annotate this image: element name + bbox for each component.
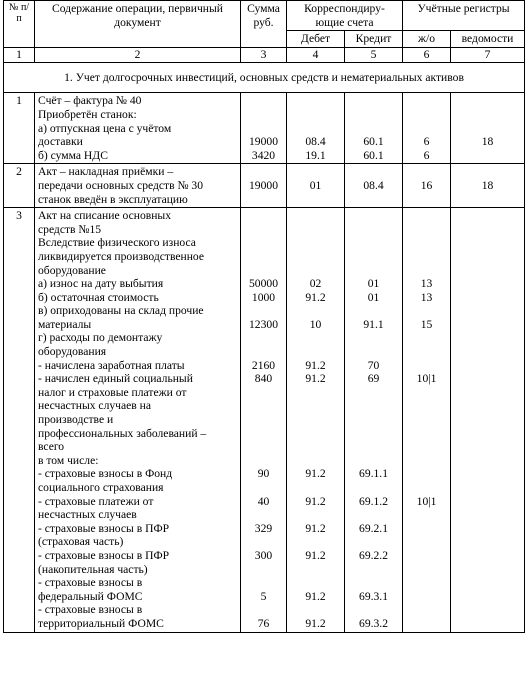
amount-cell-line <box>244 440 283 454</box>
operation-content-line: (страховая часть) <box>38 535 124 549</box>
operation-content-line: Приобретён станок: <box>38 107 137 121</box>
operation-content-line: - страховые взносы в <box>38 603 143 617</box>
operation-content-line: несчастных случаев на <box>38 399 152 413</box>
statement-cell-line <box>454 264 521 278</box>
credit-cell-line <box>348 345 399 359</box>
credit-cell-line: 69.2.2 <box>359 548 388 562</box>
operation-content-line: а) отпускная цена с учётом <box>38 121 172 135</box>
amount-cell-line <box>244 236 283 250</box>
statement-cell-line <box>454 304 521 318</box>
debit-cell-line <box>290 209 341 223</box>
column-number: 7 <box>451 47 525 62</box>
amount-cell-line <box>244 304 283 318</box>
journal-order-cell-line <box>406 193 447 207</box>
amount-cell-line <box>244 576 283 590</box>
amount-cell-line <box>244 331 283 345</box>
credit-cell-line <box>348 576 399 590</box>
statement-cell-line <box>454 209 521 223</box>
journal-order-cell-line <box>406 108 447 122</box>
journal-order-cell-line <box>406 209 447 223</box>
debit-cell-line <box>290 250 341 264</box>
credit-cell <box>345 93 403 164</box>
operation-content-line: - страховые взносы в ПФР <box>38 521 170 535</box>
journal-order-cell-line: 16 <box>420 178 433 192</box>
amount-cell-line: 840 <box>254 372 273 386</box>
statement-cell-line <box>454 359 521 373</box>
statement-cell <box>451 93 525 164</box>
debit-cell-line <box>290 440 341 454</box>
journal-order-cell-line <box>406 331 447 345</box>
statement-cell-line <box>454 399 521 413</box>
accounting-journal-table <box>3 0 525 633</box>
debit-cell <box>287 93 345 164</box>
debit-cell-line <box>290 94 341 108</box>
amount-cell-line <box>244 427 283 441</box>
credit-cell-line <box>348 454 399 468</box>
operation-content <box>35 208 241 632</box>
credit-cell-line <box>348 427 399 441</box>
amount-cell-line <box>244 122 283 136</box>
operation-content-line: социального страхования <box>38 481 164 494</box>
credit-cell-line: 60.1 <box>363 135 384 149</box>
operation-content-line: территориальный ФОМС <box>38 616 164 630</box>
journal-order-cell-line <box>406 264 447 278</box>
debit-cell-line: 91.2 <box>305 616 326 630</box>
statement-cell-line <box>454 495 521 509</box>
amount-cell-line: 40 <box>257 494 270 508</box>
journal-order-cell-line: 10|1 <box>416 372 437 386</box>
credit-cell-line <box>348 440 399 454</box>
operation-content-line: - страховые взносы в <box>38 576 143 590</box>
table-row <box>4 164 525 208</box>
debit-cell-line: 08.4 <box>305 135 326 149</box>
amount-cell-line <box>244 94 283 108</box>
credit-cell <box>345 164 403 208</box>
statement-cell-line <box>454 108 521 122</box>
operation-content-line: - начислена заработная платы <box>38 358 185 372</box>
journal-order-cell-line <box>406 359 447 373</box>
credit-cell-line: 01 <box>367 290 380 304</box>
amount-cell-line: 2160 <box>251 358 276 372</box>
amount-cell-line <box>244 264 283 278</box>
statement-cell-line <box>454 331 521 345</box>
journal-order-cell-line <box>406 590 447 604</box>
operation-content-line: средств №15 <box>38 222 102 236</box>
column-number: 2 <box>35 47 241 62</box>
journal-order-cell-line <box>406 481 447 495</box>
debit-cell-line <box>290 427 341 441</box>
journal-order-cell-line <box>406 304 447 318</box>
amount-cell-line <box>244 508 283 522</box>
statement-cell-line <box>454 467 521 481</box>
operation-content <box>35 93 241 164</box>
debit-cell-line: 02 <box>309 277 322 291</box>
journal-order-cell-line <box>406 413 447 427</box>
amount-cell <box>241 208 287 632</box>
credit-cell-line <box>348 264 399 278</box>
header-sum: Сумма руб. <box>241 1 287 48</box>
credit-cell-line: 69.1.2 <box>359 494 388 508</box>
statement-cell-line <box>454 563 521 577</box>
amount-cell-line <box>244 345 283 359</box>
amount-cell-line: 300 <box>254 548 273 562</box>
journal-order-cell-line <box>406 617 447 631</box>
amount-cell-line <box>244 165 283 179</box>
operation-content-line: Акт на списание основных <box>38 209 172 223</box>
credit-cell-line: 69.3.2 <box>359 616 388 630</box>
journal-order-cell-line <box>406 122 447 136</box>
amount-cell-line: 12300 <box>249 317 278 331</box>
amount-cell-line: 76 <box>257 616 270 630</box>
operation-content-line: передачи основных средств № 30 <box>38 178 204 192</box>
header-debit: Дебет <box>287 31 345 48</box>
table-header <box>4 1 525 48</box>
amount-cell-line <box>244 386 283 400</box>
amount-cell-line <box>244 399 283 413</box>
journal-order-cell-line: 13 <box>420 290 433 304</box>
credit-cell-line: 69.1.1 <box>359 467 388 481</box>
journal-order-cell-line <box>406 345 447 359</box>
statement-cell-line <box>454 603 521 617</box>
credit-cell-line <box>348 304 399 318</box>
column-number: 4 <box>287 47 345 62</box>
statement-cell-line <box>454 535 521 549</box>
amount-cell-line: 3420 <box>251 148 276 162</box>
journal-order-cell-line <box>406 535 447 549</box>
amount-cell-line <box>244 193 283 207</box>
amount-cell-line <box>244 535 283 549</box>
credit-cell-line: 69 <box>367 372 380 386</box>
debit-cell <box>287 208 345 632</box>
credit-cell-line <box>348 563 399 577</box>
journal-order-cell <box>403 93 451 164</box>
column-number: 5 <box>345 47 403 62</box>
table-row <box>4 208 525 632</box>
statement-cell-line <box>454 386 521 400</box>
journal-order-cell-line: 10|1 <box>416 494 437 508</box>
debit-cell-line: 91.2 <box>305 467 326 481</box>
statement-cell-line <box>454 318 521 332</box>
debit-cell-line: 19.1 <box>305 148 326 162</box>
operation-content-line: всего <box>38 440 65 454</box>
amount-cell-line: 5 <box>260 589 267 603</box>
credit-cell-line: 08.4 <box>363 178 384 192</box>
debit-cell-line: 91.2 <box>305 589 326 603</box>
operation-content-line: несчастных случаев <box>38 508 137 522</box>
journal-order-cell <box>403 164 451 208</box>
header-num: № п/п <box>4 1 35 48</box>
header-corr-accounts: Корреспондиру-ющие счета <box>287 1 403 31</box>
journal-order-cell-line <box>406 223 447 237</box>
credit-cell-line <box>348 108 399 122</box>
statement-cell-line <box>454 522 521 536</box>
column-number: 1 <box>4 47 35 62</box>
credit-cell-line <box>348 193 399 207</box>
column-numbering-row <box>4 47 525 62</box>
header-jo: ж/о <box>403 31 451 48</box>
statement-cell-line <box>454 576 521 590</box>
credit-cell-line <box>348 508 399 522</box>
amount-cell <box>241 93 287 164</box>
operation-content-line: в) оприходованы на склад прочие <box>38 304 204 318</box>
credit-cell-line <box>348 94 399 108</box>
operation-content-line: Акт – накладная приёмки – <box>38 165 174 179</box>
statement-cell-line <box>454 508 521 522</box>
section-title: 1. Учет долгосрочных инвестиций, основных средств и нематериальных активов <box>4 62 525 93</box>
operation-content-line: - начислен единый социальный <box>38 372 193 386</box>
credit-cell-line: 60.1 <box>363 148 384 162</box>
statement-cell-line <box>454 440 521 454</box>
operation-content-line: федеральный ФОМС <box>38 589 143 603</box>
operation-content-line: оборудования <box>38 345 107 359</box>
statement-cell-line <box>454 193 521 207</box>
debit-cell-line: 10 <box>309 317 322 331</box>
journal-order-cell-line <box>406 563 447 577</box>
debit-cell-line <box>290 304 341 318</box>
column-number: 6 <box>403 47 451 62</box>
row-number: 2 <box>4 164 35 208</box>
debit-cell-line <box>290 193 341 207</box>
amount-cell-line <box>244 108 283 122</box>
journal-order-cell-line: 15 <box>420 317 433 331</box>
credit-cell-line: 69.3.1 <box>359 589 388 603</box>
debit-cell-line <box>290 122 341 136</box>
credit-cell-line <box>348 236 399 250</box>
operation-content-line: ликвидируется производственное <box>38 249 205 263</box>
statement-cell-line: 18 <box>481 178 494 192</box>
journal-order-cell <box>403 208 451 632</box>
credit-cell-line <box>348 209 399 223</box>
credit-cell-line <box>348 331 399 345</box>
debit-cell <box>287 164 345 208</box>
table-row <box>4 93 525 164</box>
journal-order-cell-line <box>406 549 447 563</box>
operation-content-line: доставки <box>38 135 83 149</box>
operation-content-line: Вследствие физического износа <box>38 236 196 250</box>
debit-cell-line <box>290 264 341 278</box>
operation-content-line: в том числе: <box>38 453 99 467</box>
debit-cell-line <box>290 108 341 122</box>
credit-cell-line <box>348 481 399 495</box>
statement-cell-line <box>454 549 521 563</box>
operation-content-line: производстве и <box>38 413 114 427</box>
statement-cell-line <box>454 372 521 386</box>
statement-cell <box>451 208 525 632</box>
amount-cell-line: 19000 <box>249 135 278 149</box>
debit-cell-line: 01 <box>309 178 322 192</box>
statement-cell-line: 18 <box>481 135 494 149</box>
journal-order-cell-line <box>406 427 447 441</box>
journal-order-cell-line <box>406 165 447 179</box>
credit-cell-line <box>348 535 399 549</box>
debit-cell-line: 91.2 <box>305 548 326 562</box>
operation-content-line: б) сумма НДС <box>38 148 108 162</box>
debit-cell-line <box>290 331 341 345</box>
statement-cell-line <box>454 277 521 291</box>
statement-cell <box>451 164 525 208</box>
statement-cell-line <box>454 590 521 604</box>
statement-cell-line <box>454 345 521 359</box>
amount-cell-line <box>244 250 283 264</box>
credit-cell-line <box>348 413 399 427</box>
debit-cell-line: 91.2 <box>305 290 326 304</box>
statement-cell-line <box>454 427 521 441</box>
journal-order-cell-line <box>406 508 447 522</box>
credit-cell-line: 91.1 <box>363 317 384 331</box>
operation-content-line: Счёт – фактура № 40 <box>38 94 142 108</box>
debit-cell-line: 91.2 <box>305 521 326 535</box>
debit-cell-line <box>290 386 341 400</box>
amount-cell-line <box>244 223 283 237</box>
operation-content <box>35 164 241 208</box>
debit-cell-line: 91.2 <box>305 372 326 386</box>
statement-cell-line <box>454 617 521 631</box>
debit-cell-line <box>290 603 341 617</box>
row-number: 3 <box>4 208 35 632</box>
statement-cell-line <box>454 250 521 264</box>
journal-order-cell-line <box>406 454 447 468</box>
journal-order-cell-line <box>406 94 447 108</box>
amount-cell-line <box>244 209 283 223</box>
journal-order-cell-line <box>406 522 447 536</box>
operation-content-line: материалы <box>38 317 92 331</box>
operation-content-line: - страховые взносы в ПФР <box>38 548 170 562</box>
credit-cell-line <box>348 603 399 617</box>
header-ved: ведомости <box>451 31 525 48</box>
credit-cell-line <box>348 399 399 413</box>
amount-cell-line <box>244 603 283 617</box>
statement-cell-line <box>454 454 521 468</box>
debit-cell-line <box>290 454 341 468</box>
header-credit: Кредит <box>345 31 403 48</box>
debit-cell-line <box>290 345 341 359</box>
header-content: Содержание операции, первичный документ <box>35 1 241 48</box>
operation-content-line: (накопительная часть) <box>38 562 148 576</box>
debit-cell-line: 91.2 <box>305 358 326 372</box>
credit-cell-line <box>348 386 399 400</box>
credit-cell-line <box>348 223 399 237</box>
debit-cell-line <box>290 236 341 250</box>
statement-cell-line <box>454 122 521 136</box>
operation-content-line: оборудование <box>38 263 106 277</box>
debit-cell-line <box>290 223 341 237</box>
journal-order-cell-line <box>406 576 447 590</box>
debit-cell-line <box>290 508 341 522</box>
amount-cell-line <box>244 413 283 427</box>
credit-cell-line <box>348 165 399 179</box>
amount-cell-line <box>244 481 283 495</box>
statement-cell-line <box>454 413 521 427</box>
statement-cell-line <box>454 236 521 250</box>
header-registers: Учётные регистры <box>403 1 525 31</box>
debit-cell-line <box>290 165 341 179</box>
debit-cell-line <box>290 576 341 590</box>
amount-cell-line: 329 <box>254 521 273 535</box>
debit-cell-line <box>290 563 341 577</box>
statement-cell-line <box>454 149 521 163</box>
journal-order-cell-line <box>406 250 447 264</box>
amount-cell-line: 1000 <box>251 290 276 304</box>
amount-cell-line <box>244 563 283 577</box>
journal-order-cell-line <box>406 399 447 413</box>
journal-order-cell-line: 6 <box>423 148 430 162</box>
amount-cell-line: 90 <box>257 467 270 481</box>
operation-content-line: - страховые взносы в Фонд <box>38 467 173 481</box>
statement-cell-line <box>454 223 521 237</box>
operation-content-line: налог и страховые платежи от <box>38 385 187 399</box>
journal-order-cell-line: 6 <box>423 135 430 149</box>
column-number: 3 <box>241 47 287 62</box>
debit-cell-line <box>290 413 341 427</box>
journal-order-cell-line <box>406 603 447 617</box>
credit-cell-line: 69.2.1 <box>359 521 388 535</box>
amount-cell-line <box>244 454 283 468</box>
credit-cell-line: 01 <box>367 277 380 291</box>
amount-cell-line: 50000 <box>249 277 278 291</box>
operation-content-line: станок введён в эксплуатацию <box>38 192 188 206</box>
debit-cell-line <box>290 535 341 549</box>
statement-cell-line <box>454 165 521 179</box>
journal-order-cell-line <box>406 386 447 400</box>
amount-cell <box>241 164 287 208</box>
journal-order-cell-line <box>406 236 447 250</box>
statement-cell-line <box>454 291 521 305</box>
operation-content-line: - страховые платежи от <box>38 494 154 508</box>
credit-cell-line <box>348 122 399 136</box>
operation-content-line: а) износ на дату выбытия <box>38 277 164 291</box>
credit-cell <box>345 208 403 632</box>
amount-cell-line: 19000 <box>249 178 278 192</box>
operation-content-line: профессиональных заболеваний – <box>38 426 207 440</box>
credit-cell-line <box>348 250 399 264</box>
debit-cell-line <box>290 481 341 495</box>
statement-cell-line <box>454 94 521 108</box>
operation-content-line: г) расходы по демонтажу <box>38 331 163 345</box>
debit-cell-line <box>290 399 341 413</box>
statement-cell-line <box>454 481 521 495</box>
credit-cell-line: 70 <box>367 358 380 372</box>
journal-order-cell-line: 13 <box>420 277 433 291</box>
journal-order-cell-line <box>406 440 447 454</box>
row-number: 1 <box>4 93 35 164</box>
journal-order-cell-line <box>406 467 447 481</box>
section-row <box>4 62 525 93</box>
debit-cell-line: 91.2 <box>305 494 326 508</box>
operation-content-line: б) остаточная стоимость <box>38 290 159 304</box>
